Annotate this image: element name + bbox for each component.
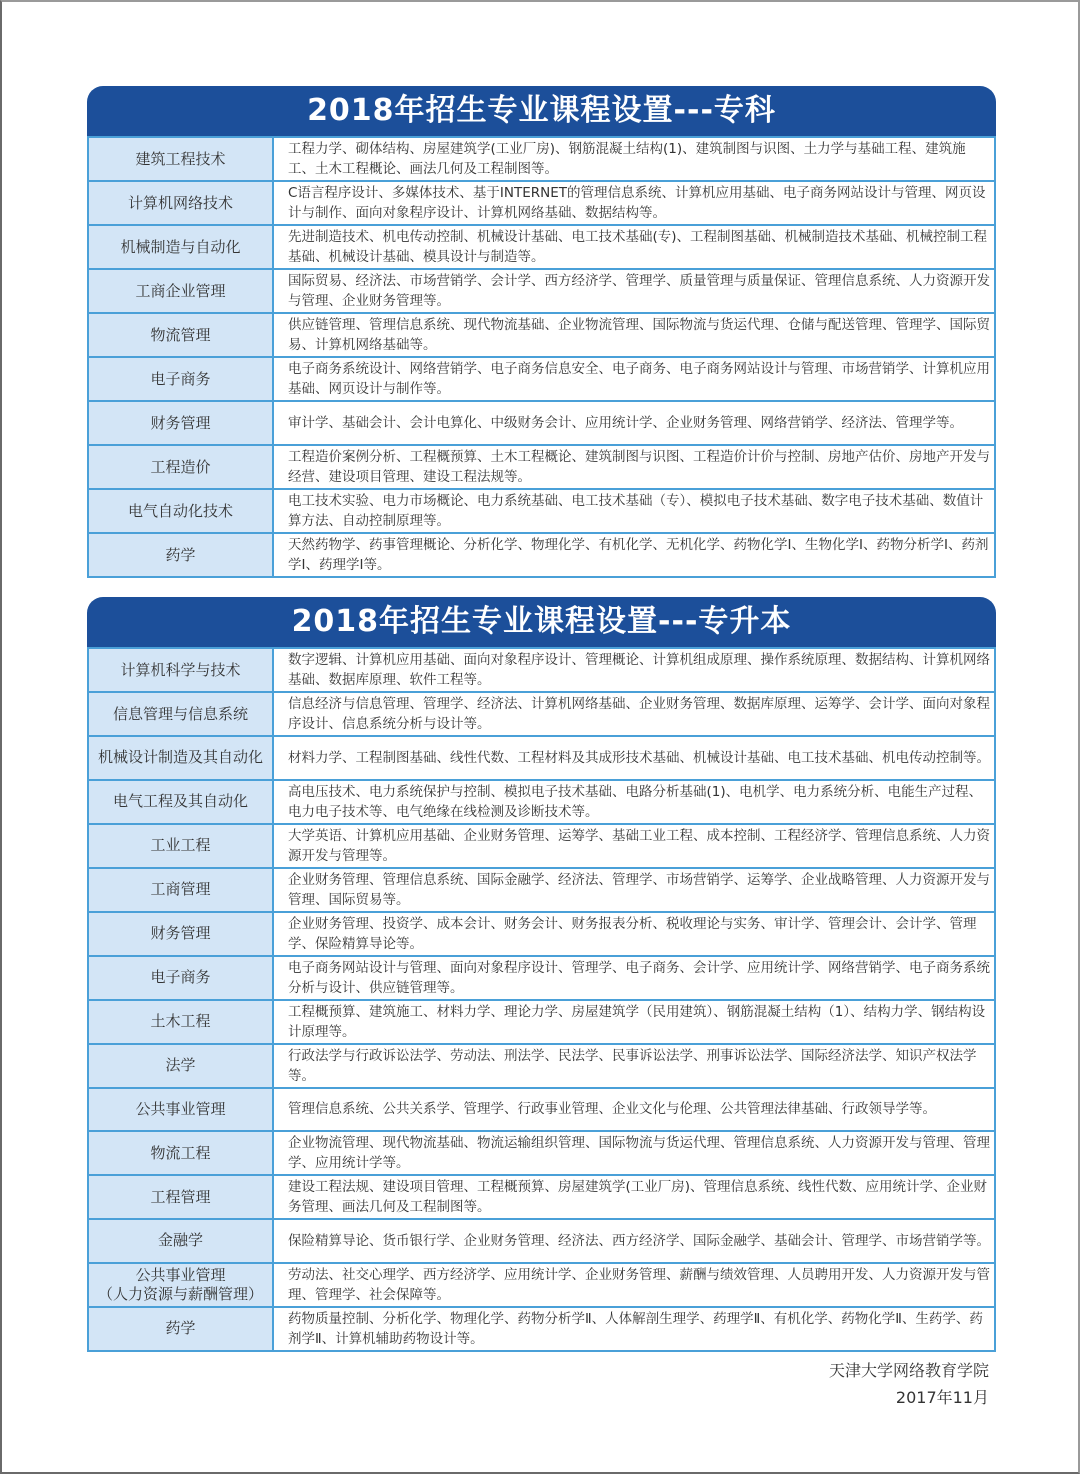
course-list: 供应链管理、管理信息系统、现代物流基础、企业物流管理、国际物流与货运代理、仓储与配送管理、管理学、国际贸易、计算机网络基础等。	[273, 313, 995, 357]
major-name: 工程管理	[88, 1175, 273, 1219]
table-row	[88, 912, 995, 956]
table-row	[88, 357, 995, 401]
course-list: 建设工程法规、建设项目管理、工程概预算、房屋建筑学(工业厂房)、管理信息系统、线性代数、应用统计学、企业财务管理、画法几何及工程制图等。	[273, 1175, 995, 1219]
major-name: 机械设计制造及其自动化	[88, 736, 273, 780]
table-row	[88, 181, 995, 225]
footer-org: 天津大学网络教育学院	[828, 1361, 989, 1380]
table-row	[88, 1219, 995, 1263]
table-row	[88, 1307, 995, 1351]
major-name: 计算机网络技术	[88, 181, 273, 225]
course-list: 企业财务管理、管理信息系统、国际金融学、经济法、管理学、市场营销学、运筹学、企业战略管理、人力资源开发与管理、国际贸易等。	[273, 868, 995, 912]
major-name: 土木工程	[88, 1000, 273, 1044]
table-row	[88, 313, 995, 357]
major-name: 计算机科学与技术	[88, 648, 273, 692]
major-name: 电子商务	[88, 956, 273, 1000]
major-name: 公共事业管理 （人力资源与薪酬管理）	[88, 1263, 273, 1307]
course-list: 数字逻辑、计算机应用基础、面向对象程序设计、管理概论、计算机组成原理、操作系统原理、数据结构、计算机网络基础、数据库原理、软件工程等。	[273, 648, 995, 692]
major-name: 电气工程及其自动化	[88, 780, 273, 824]
table-row	[88, 1044, 995, 1088]
footer	[829, 1357, 989, 1411]
course-list: 企业物流管理、现代物流基础、物流运输组织管理、国际物流与货运代理、管理信息系统、人力资源开发与管理、管理学、应用统计学等。	[273, 1131, 995, 1175]
major-name: 建筑工程技术	[88, 137, 273, 181]
major-name: 物流管理	[88, 313, 273, 357]
table-row	[88, 1131, 995, 1175]
course-list: 信息经济与信息管理、管理学、经济法、计算机网络基础、企业财务管理、数据库原理、运筹学、会计学、面向对象程序设计、信息系统分析与设计等。	[273, 692, 995, 736]
course-table	[87, 136, 996, 578]
course-list: 电工技术实验、电力市场概论、电力系统基础、电工技术基础（专）、模拟电子技术基础、数字电子技术基础、数值计算方法、自动控制原理等。	[273, 489, 995, 533]
table-row	[88, 533, 995, 577]
table-row	[88, 780, 995, 824]
course-table	[87, 647, 996, 1352]
course-list: 先进制造技术、机电传动控制、机械设计基础、电工技术基础(专)、工程制图基础、机械制造技术基础、机械控制工程基础、机械设计基础、模具设计与制造等。	[273, 225, 995, 269]
course-list: 工程造价案例分析、工程概预算、土木工程概论、建筑制图与识图、工程造价计价与控制、房地产估价、房地产开发与经营、建设项目管理、建设工程法规等。	[273, 445, 995, 489]
major-name: 药学	[88, 533, 273, 577]
course-list: 工程力学、砌体结构、房屋建筑学(工业厂房)、钢筋混凝土结构(1)、建筑制图与识图、土力学与基础工程、建筑施工、土木工程概论、画法几何及工程制图等。	[273, 137, 995, 181]
major-name: 工商企业管理	[88, 269, 273, 313]
table-row	[88, 1088, 995, 1132]
table-row	[88, 1175, 995, 1219]
course-list: 企业财务管理、投资学、成本会计、财务会计、财务报表分析、税收理论与实务、审计学、管理会计、会计学、管理学、保险精算导论等。	[273, 912, 995, 956]
course-list: 大学英语、计算机应用基础、企业财务管理、运筹学、基础工业工程、成本控制、工程经济学、管理信息系统、人力资源开发与管理等。	[273, 824, 995, 868]
course-list: 工程概预算、建筑施工、材料力学、理论力学、房屋建筑学（民用建筑）、钢筋混凝土结构（1）、结构力学、钢结构设计原理等。	[273, 1000, 995, 1044]
major-name: 药学	[88, 1307, 273, 1351]
major-name: 信息管理与信息系统	[88, 692, 273, 736]
major-name: 法学	[88, 1044, 273, 1088]
course-list: 电子商务网站设计与管理、面向对象程序设计、管理学、电子商务、会计学、应用统计学、网络营销学、电子商务系统分析与设计、供应链管理等。	[273, 956, 995, 1000]
table-row	[88, 1000, 995, 1044]
major-name: 物流工程	[88, 1131, 273, 1175]
table-row	[88, 692, 995, 736]
course-list: 药物质量控制、分析化学、物理化学、药物分析学Ⅱ、人体解剖生理学、药理学Ⅱ、有机化学、药物化学Ⅱ、生药学、药剂学Ⅱ、计算机辅助药物设计等。	[273, 1307, 995, 1351]
table-row	[88, 489, 995, 533]
major-name: 财务管理	[88, 912, 273, 956]
major-name: 工业工程	[88, 824, 273, 868]
table-row	[88, 445, 995, 489]
section-zhuanshengben	[87, 597, 996, 1352]
major-name: 金融学	[88, 1219, 273, 1263]
major-name: 公共事业管理	[88, 1088, 273, 1132]
table-row	[88, 868, 995, 912]
table-row	[88, 225, 995, 269]
course-list: 管理信息系统、公共关系学、管理学、行政事业管理、企业文化与伦理、公共管理法律基础、行政领导学等。	[273, 1088, 995, 1132]
major-name: 财务管理	[88, 401, 273, 445]
table-row	[88, 401, 995, 445]
course-list: 高电压技术、电力系统保护与控制、模拟电子技术基础、电路分析基础(1)、电机学、电力系统分析、电能生产过程、电力电子技术等、电气绝缘在线检测及诊断技术等。	[273, 780, 995, 824]
course-list: 国际贸易、经济法、市场营销学、会计学、西方经济学、管理学、质量管理与质量保证、管理信息系统、人力资源开发与管理、企业财务管理等。	[273, 269, 995, 313]
major-name: 工商管理	[88, 868, 273, 912]
table-row	[88, 269, 995, 313]
course-list: 保险精算导论、货币银行学、企业财务管理、经济法、西方经济学、国际金融学、基础会计、管理学、市场营销学等。	[273, 1219, 995, 1263]
section-title: 2018年招生专业课程设置---专升本	[87, 597, 996, 647]
major-name: 电气自动化技术	[88, 489, 273, 533]
table-row	[88, 824, 995, 868]
major-name: 工程造价	[88, 445, 273, 489]
section-title: 2018年招生专业课程设置---专科	[87, 86, 996, 136]
course-list: C语言程序设计、多媒体技术、基于INTERNET的管理信息系统、计算机应用基础、电子商务网站设计与管理、网页设计与制作、面向对象程序设计、计算机网络基础、数据结构等。	[273, 181, 995, 225]
table-row	[88, 1263, 995, 1307]
course-list: 行政法学与行政诉讼法学、劳动法、刑法学、民法学、民事诉讼法学、刑事诉讼法学、国际经济法学、知识产权法学等。	[273, 1044, 995, 1088]
table-row	[88, 648, 995, 692]
footer-date: 2017年11月	[895, 1388, 989, 1407]
course-list: 电子商务系统设计、网络营销学、电子商务信息安全、电子商务、电子商务网站设计与管理、市场营销学、计算机应用基础、网页设计与制作等。	[273, 357, 995, 401]
table-row	[88, 956, 995, 1000]
table-row	[88, 137, 995, 181]
major-name: 电子商务	[88, 357, 273, 401]
section-zhuanke	[87, 86, 996, 578]
table-row	[88, 736, 995, 780]
course-list: 天然药物学、药事管理概论、分析化学、物理化学、有机化学、无机化学、药物化学Ⅰ、生物化学Ⅰ、药物分析学Ⅰ、药剂学Ⅰ、药理学Ⅰ等。	[273, 533, 995, 577]
major-name: 机械制造与自动化	[88, 225, 273, 269]
course-list: 劳动法、社交心理学、西方经济学、应用统计学、企业财务管理、薪酬与绩效管理、人员聘用开发、人力资源开发与管理、管理学、社会保障等。	[273, 1263, 995, 1307]
course-list: 材料力学、工程制图基础、线性代数、工程材料及其成形技术基础、机械设计基础、电工技术基础、机电传动控制等。	[273, 736, 995, 780]
course-list: 审计学、基础会计、会计电算化、中级财务会计、应用统计学、企业财务管理、网络营销学、经济法、管理学等。	[273, 401, 995, 445]
